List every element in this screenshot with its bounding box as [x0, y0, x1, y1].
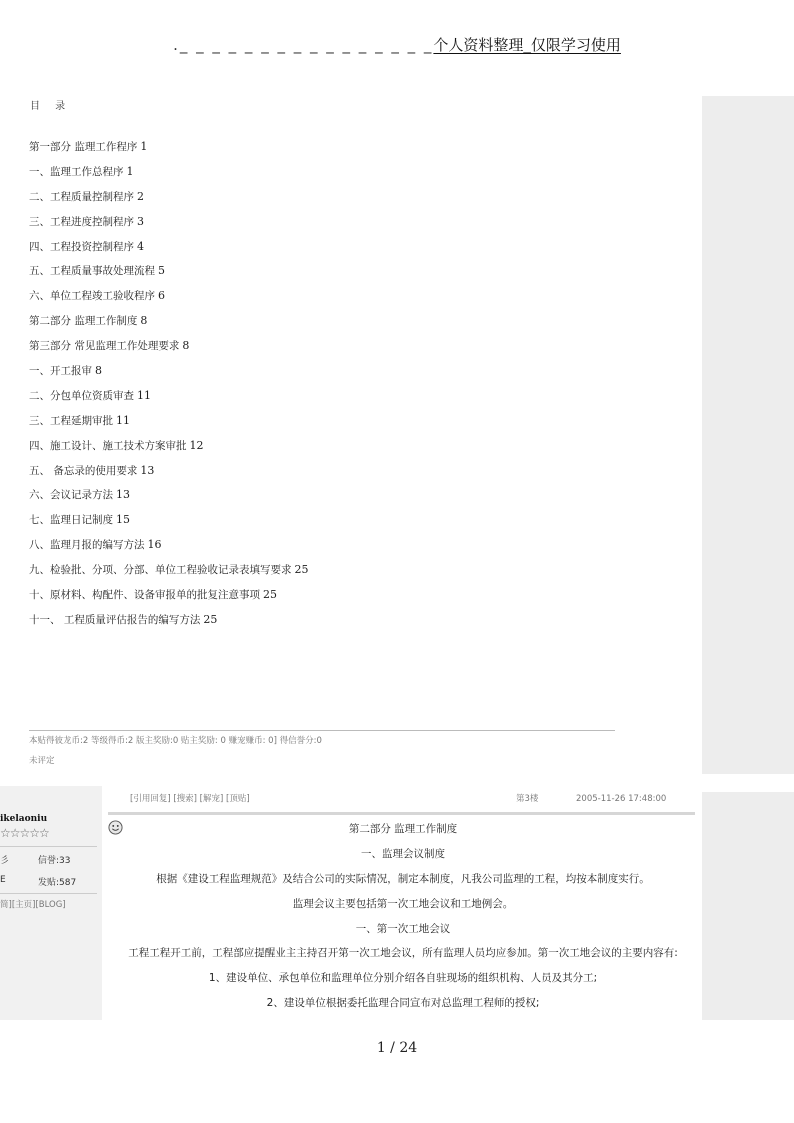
- toc-item-text: 第二部分 监理工作制度: [29, 315, 138, 328]
- toc-item[interactable]: [29, 289, 309, 314]
- post-paragraph: 第二部分 监理工作制度: [348, 823, 458, 835]
- toc-item-text: 十一、 工程质量评估报告的编写方法: [29, 613, 201, 626]
- post-paragraph: 一、监理会议制度: [361, 847, 445, 860]
- post-content: [110, 822, 696, 1021]
- toc-item-text: 一、监理工作总程序: [29, 165, 124, 178]
- toc-item-text: 七、监理日记制度: [29, 514, 113, 527]
- header-dashes: ._ _ _ _ _ _ _ _ _ _ _ _ _ _ _ _: [173, 36, 434, 54]
- toc-item-page: 4: [137, 239, 144, 253]
- toc-item-page: 12: [189, 438, 204, 452]
- toc-item-page: 13: [140, 463, 155, 477]
- floor-number: 第3楼: [516, 794, 539, 804]
- toc-item-page: 8: [95, 364, 102, 378]
- toc-item-page: 11: [137, 388, 151, 402]
- toc-item-page: 5: [158, 264, 165, 278]
- toc-item[interactable]: [29, 314, 309, 339]
- toc-item-text: 十、原材料、构配件、设备审报单的批复注意事项: [29, 589, 260, 602]
- toc-item-text: 六、单位工程竣工验收程序: [29, 290, 155, 303]
- right-sidebar-bottom: [702, 792, 794, 1020]
- user-stat-label: 彡: [0, 856, 10, 866]
- toc-item-page: 6: [158, 289, 165, 303]
- toc-item[interactable]: [29, 563, 309, 588]
- page-header: [0, 34, 794, 55]
- right-sidebar-top: [702, 96, 794, 774]
- toc-item[interactable]: [29, 264, 309, 289]
- post-action-links[interactable]: [引用回复] [搜索] [解宠] [顶贴]: [130, 794, 250, 804]
- user-rank-stars: ☆☆☆☆☆: [0, 826, 49, 840]
- post-paragraph: 一、第一次工地会议: [355, 922, 451, 935]
- toc-item[interactable]: [29, 414, 309, 439]
- user-info-box: [0, 846, 97, 894]
- rating-status: 未评定: [29, 756, 55, 766]
- toc-item[interactable]: [29, 339, 309, 364]
- toc-item-page: 2: [137, 189, 144, 203]
- toc-item[interactable]: [29, 364, 309, 389]
- toc-item[interactable]: [29, 389, 309, 414]
- toc-item-text: 九、检验批、分项、分部、单位工程验收记录表填写要求: [29, 564, 292, 577]
- toc-item-text: 五、 备忘录的使用要求: [29, 464, 138, 477]
- toc-item-text: 三、工程进度控制程序: [29, 215, 134, 228]
- user-links[interactable]: 简][主页][BLOG]: [0, 900, 66, 910]
- toc-item[interactable]: [29, 588, 309, 613]
- toc-item[interactable]: [29, 215, 309, 240]
- table-of-contents: [29, 140, 309, 638]
- user-stat-label: E: [0, 875, 6, 885]
- toc-item-text: 第一部分 监理工作程序: [29, 141, 138, 153]
- toc-item-page: 25: [203, 612, 218, 626]
- toc-item[interactable]: [29, 439, 309, 464]
- header-title: 个人资料整理_仅限学习使用: [433, 36, 621, 54]
- post-timestamp: 2005-11-26 17:48:00: [576, 794, 667, 804]
- post-paragraph: 工程工程开工前，工程部应提醒业主主持召开第一次工地会议，所有监理人员均应参加。第一次工地会议的主要内容有:: [128, 947, 678, 960]
- toc-item[interactable]: [29, 165, 309, 190]
- toc-item-text: 二、工程质量控制程序: [29, 190, 134, 203]
- toc-item[interactable]: [29, 190, 309, 215]
- toc-item-page: 1: [126, 164, 134, 178]
- toc-item-text: 四、工程投资控制程序: [29, 240, 134, 253]
- toc-item[interactable]: [29, 513, 309, 538]
- toc-item-page: 1: [140, 140, 148, 153]
- stats-divider: [29, 730, 615, 731]
- toc-item-text: 四、施工设计、施工技术方案审批: [29, 439, 187, 452]
- toc-item-page: 16: [147, 538, 162, 552]
- toc-item-text: 五、工程质量事故处理流程: [29, 265, 155, 278]
- toc-item-text: 一、开工报审: [29, 365, 92, 378]
- username[interactable]: ikelaoniu: [0, 814, 48, 824]
- toc-item-page: 25: [263, 588, 277, 602]
- toc-item[interactable]: [29, 240, 309, 265]
- post-paragraph: 根据《建设工程监理规范》及结合公司的实际情况，制定本制度，凡我公司监理的工程，均按本制度实行。: [156, 872, 650, 885]
- post-paragraph: 1、建设单位、承包单位和监理单位分别介绍各自驻现场的组织机构、人员及其分工;: [208, 972, 598, 985]
- toc-item-page: 15: [116, 513, 130, 527]
- toc-item-text: 三、工程延期审批: [29, 414, 113, 427]
- toc-item-text: 第三部分 常见监理工作处理要求: [29, 340, 180, 353]
- toc-item[interactable]: [29, 488, 309, 513]
- page-number: 1 / 24: [376, 1040, 418, 1056]
- toc-item-text: 六、会议记录方法: [29, 489, 113, 502]
- toc-item-page: 8: [140, 314, 148, 328]
- toc-item-page: 8: [182, 339, 190, 353]
- post-stats: 本贴得彼龙币:2 等级得币:2 版主奖励:0 贴主奖励: 0 赚宠赚币: 0] 得信誉分:0: [29, 736, 322, 746]
- toc-heading: 目 录: [30, 101, 72, 112]
- toc-item-text: 八、监理月报的编写方法: [29, 539, 145, 552]
- post-header-divider: [108, 812, 695, 815]
- post-paragraph: 2、建设单位根据委托监理合同宣布对总监理工程师的授权;: [266, 997, 540, 1010]
- toc-item[interactable]: [29, 538, 309, 563]
- toc-item[interactable]: [29, 613, 309, 638]
- toc-item[interactable]: [29, 140, 309, 165]
- reputation-label: 信誉:33: [38, 856, 71, 866]
- toc-item[interactable]: [29, 464, 309, 489]
- toc-item-page: 11: [116, 413, 130, 427]
- toc-item-page: 13: [116, 488, 130, 502]
- post-count-label: 发贴:587: [38, 878, 77, 888]
- toc-item-text: 二、分包单位资质审查: [29, 389, 134, 402]
- post-paragraph: 监理会议主要包括第一次工地会议和工地例会。: [292, 897, 514, 910]
- toc-item-page: 25: [294, 563, 309, 577]
- toc-item-page: 3: [137, 214, 144, 228]
